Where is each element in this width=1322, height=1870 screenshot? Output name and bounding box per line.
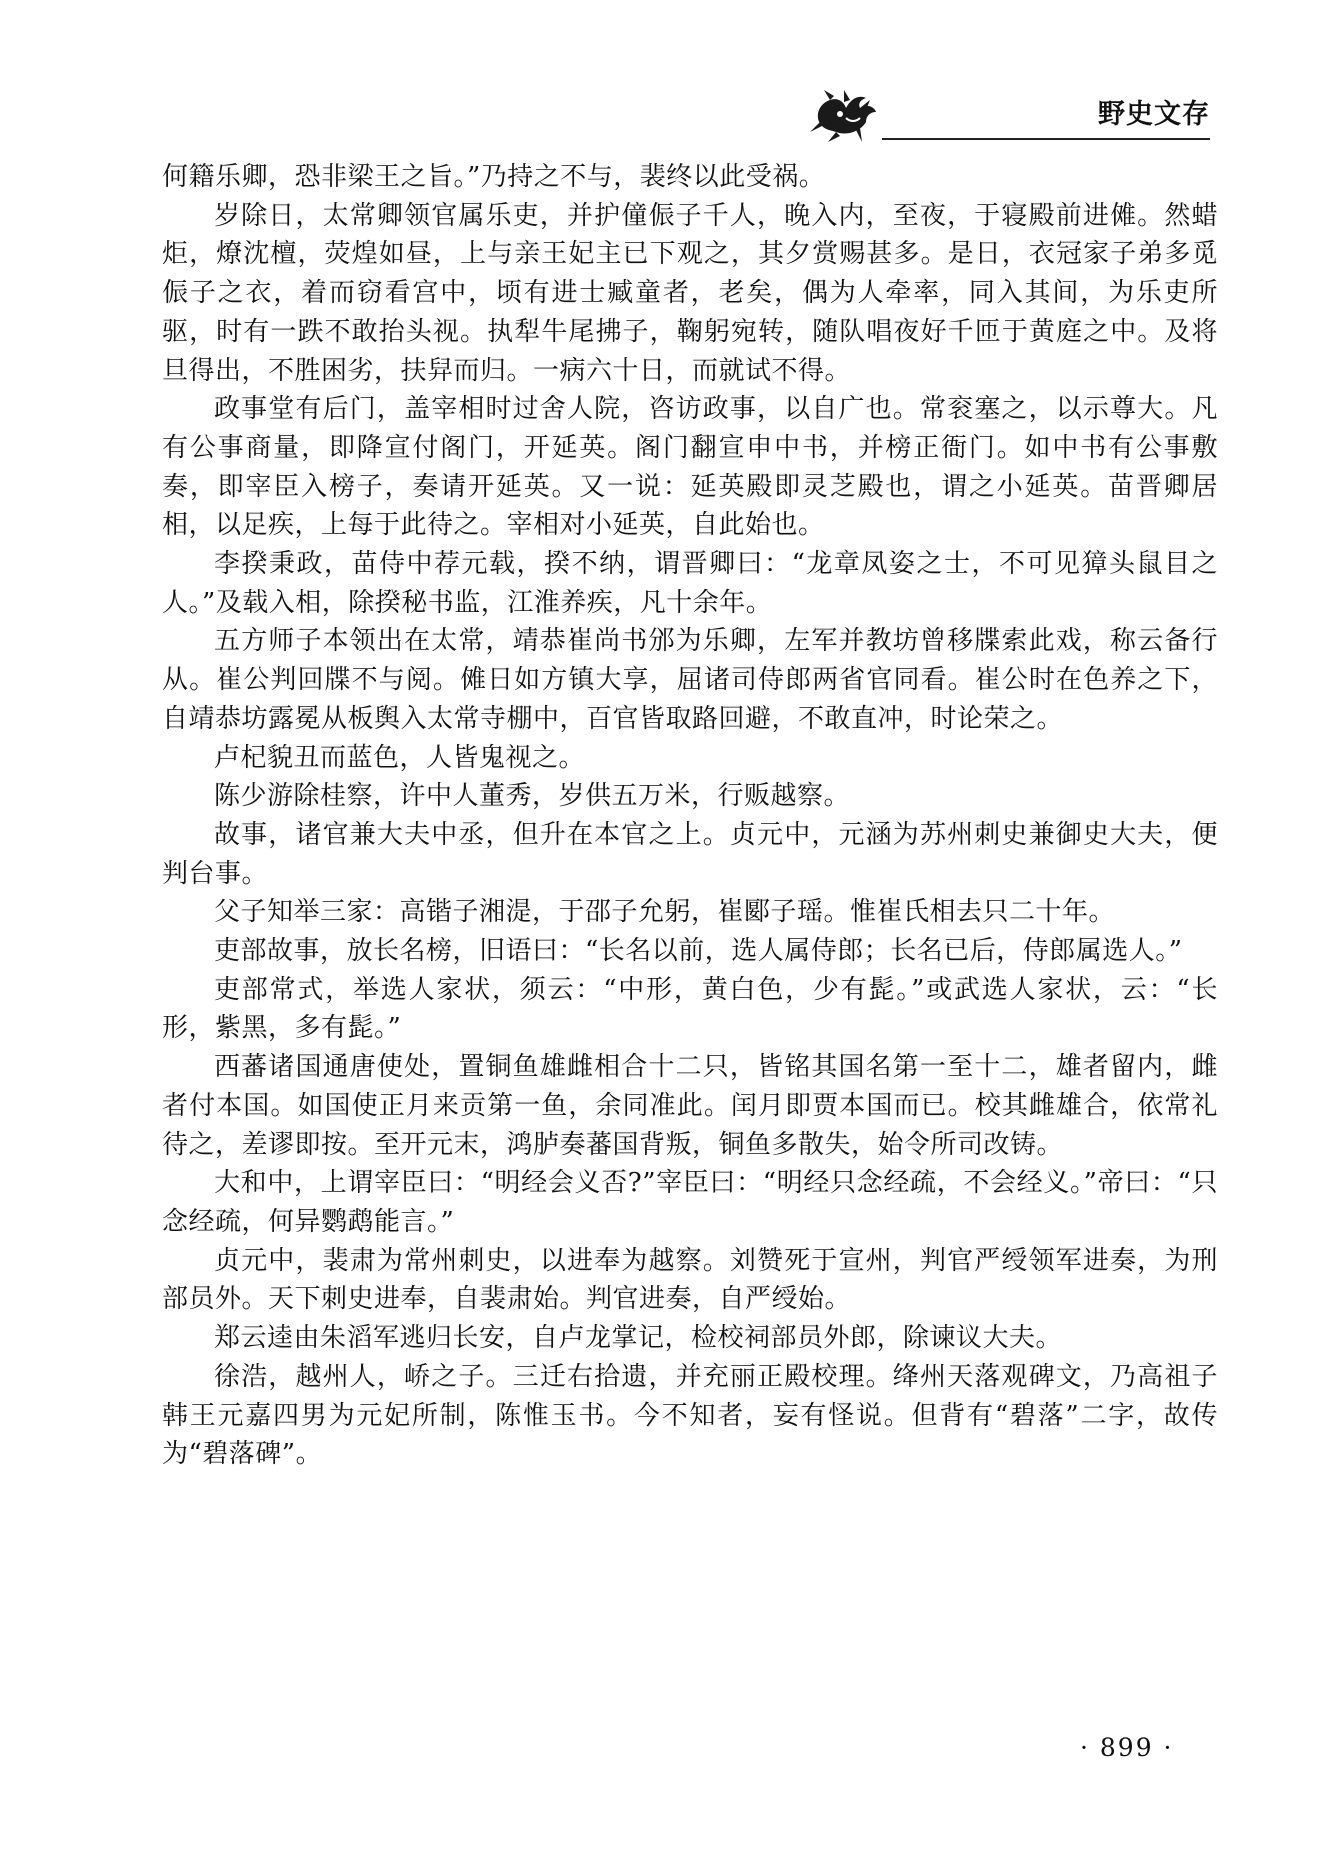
paragraph: 吏部常式，举选人家状，须云：“中形，黄白色，少有髭。”或武选人家状，云：“长形，紫黑，多有髭。” xyxy=(162,974,1218,1044)
paragraph: 故事，诸官兼大夫中丞，但升在本官之上。贞元中，元涵为苏州刺史兼御史大夫，便判台事。 xyxy=(162,819,1218,889)
paragraph: 何籍乐卿，恐非梁王之旨。”乃持之不与，裴终以此受祸。 xyxy=(162,162,826,192)
header-rule xyxy=(882,138,1210,140)
paragraph: 西蕃诸国通唐使处，置铜鱼雄雌相合十二只，皆铭其国名第一至十二，雄者留内，雌者付本国。如国使正月来贡第一鱼，余同准此。闰月即贾本国而已。校其雌雄合，依常礼待之，差谬即按。至开元末，鸿胪奏蕃国背叛，铜鱼多散失，始令所司改铸。 xyxy=(162,1052,1218,1160)
paragraph: 父子知举三家：高锴子湘湜，于邵子允躬，崔郾子瑶。惟崔氏相去只二十年。 xyxy=(214,897,1116,928)
page-number: · 899 · xyxy=(1080,1733,1174,1762)
paragraph: 郑云逵由朱滔军逃归长安，自卢龙掌记，检校祠部员外郎，除谏议大夫。 xyxy=(214,1323,1063,1354)
paragraph: 李揆秉政，苗侍中荐元载，揆不纳，谓晋卿曰：“龙章凤姿之士，不可见獐头鼠目之人。”及载入相，除揆秘书监，江淮养疾，凡十余年。 xyxy=(162,549,1218,618)
body-text xyxy=(162,158,1218,1474)
paragraph: 岁除日，太常卿领官属乐吏，并护僮侲子千人，晚入内，至夜，于寝殿前进傩。然蜡炬，燎沈檀，荧煌如昼，上与亲王妃主已下观之，其夕赏赐甚多。是日，衣冠家子弟多觅侲子之衣，着而窃看宫中，顷有进士臧童者，老矣，偶为人牵率，同入其间，为乐吏所驱，时有一跌不敢抬头视。执犁牛尾拂子，鞠躬宛转，随队唱夜好千匝于黄庭之中。及将旦得出，不胜困劣，扶舁而归。一病六十日，而就试不得。 xyxy=(162,200,1218,386)
paragraph: 陈少游除桂察，许中人董秀，岁供五万米，行贩越察。 xyxy=(214,781,851,812)
paragraph: 贞元中，裴肃为常州刺史，以进奉为越察。刘赞死于宣州，判官严绶领军进奏，为刑部员外。天下刺史进奉，自裴肃始。判官进奏，自严绶始。 xyxy=(162,1245,1218,1315)
paragraph: 大和中，上谓宰臣曰：“明经会义否?”宰臣曰：“明经只念经疏，不会经义。”帝曰：“只念经疏，何异鹦鹉能言。” xyxy=(162,1168,1218,1237)
paragraph: 五方师子本领出在太常，靖恭崔尚书邠为乐卿，左军并教坊曾移牒索此戏，称云备行从。崔公判回牒不与阅。傩日如方镇大享，屈诸司侍郎两省官同看。崔公时在色养之下，自靖恭坊露冕从板舆入太常寺棚中，百官皆取路回避，不敢直冲，时论荣之。 xyxy=(162,626,1218,734)
dragon-logo-icon xyxy=(800,82,900,146)
paragraph: 吏部故事，放长名榜，旧语曰：“长名以前，选人属侍郎；长名已后，侍郎属选人。” xyxy=(214,936,1183,967)
running-header-title: 野史文存 xyxy=(1098,99,1210,130)
paragraph: 政事堂有后门，盖宰相时过舍人院，咨访政事，以自广也。常衮塞之，以示尊大。凡有公事商量，即降宣付阁门，开延英。阁门翻宣申中书，并榜正衙门。如中书有公事敷奏，即宰臣入榜子，奏请开延英。又一说：延英殿即灵芝殿也，谓之小延英。苗晋卿居相，以足疾，上每于此待之。宰相对小延英，自此始也。 xyxy=(162,394,1218,541)
paragraph: 卢杞貌丑而蓝色，人皆鬼视之。 xyxy=(214,742,586,773)
paragraph: 徐浩，越州人，峤之子。三迁右拾遗，并充丽正殿校理。绛州天落观碑文，乃高祖子韩王元嘉四男为元妃所制，陈惟玉书。今不知者，妄有怪说。但背有“碧落”二字，故传为“碧落碑”。 xyxy=(162,1361,1218,1470)
page-header xyxy=(800,82,1210,146)
